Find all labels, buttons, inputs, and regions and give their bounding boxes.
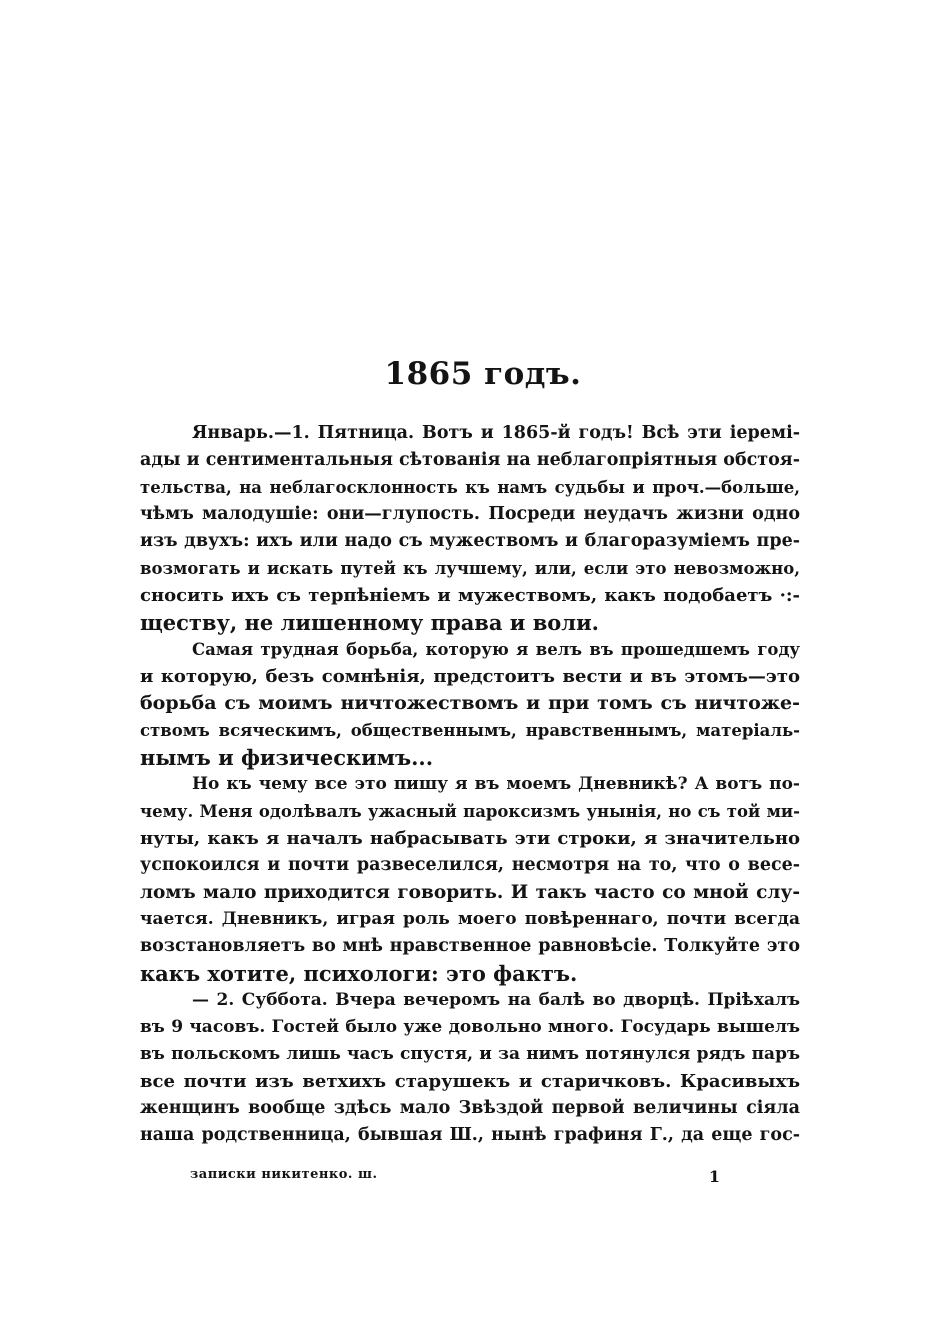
text-line: какъ хотите, психологи: это фактъ. [140, 961, 578, 986]
text-line: тельства, на неблагосклонность къ намъ судьбы и проч.—больше, [140, 478, 800, 497]
signature-mark: записки никитенко. ш. [190, 1167, 378, 1182]
text-line: ствомъ всяческимъ, общественнымъ, нравственнымъ, матеріаль- [140, 721, 800, 740]
text-line: наша родственница, бывшая Ш., нынѣ графиня Г., да еще гос- [140, 1125, 800, 1145]
text-line: успокоился и почти развеселился, несмотря на то, что о весе- [140, 855, 800, 875]
text-line: возстановляетъ во мнѣ нравственное равновѣсіе. Толкуйте это [140, 936, 800, 956]
text-line: Самая трудная борьба, которую я велъ въ прошедшемъ году [192, 640, 800, 659]
text-line: чается. Дневникъ, играя роль моего повѣреннаго, почти всегда [140, 909, 800, 929]
text-line: ады и сентиментальныя сѣтованія на неблагопріятныя обстоя- [140, 450, 800, 470]
year-heading: 1865 годъ. [384, 356, 582, 392]
text-line: ломъ мало приходится говорить. И такъ часто со мной слу- [140, 882, 800, 903]
page-number: 1 [708, 1167, 720, 1186]
text-line: Но къ чему все это пишу я въ моемъ Дневникѣ? А вотъ по- [192, 774, 800, 794]
text-line: чему. Меня одолѣвалъ ужасный пароксизмъ унынія, но съ той ми- [140, 802, 800, 821]
text-line: Январь.—1. Пятница. Вотъ и 1865-й годъ! Всѣ эти іеремі- [192, 423, 800, 443]
diary-text [140, 420, 800, 1149]
text-line: нымъ и физическимъ... [140, 745, 434, 770]
text-line: — 2. Суббота. Вчера вечеромъ на балѣ во дворцѣ. Пріѣхалъ [192, 990, 800, 1010]
text-line: чѣмъ малодушіе: они—глупость. Посреди неудачъ жизни одно [140, 504, 800, 524]
text-line: нуты, какъ я началъ набрасывать эти строки, я значительно [140, 828, 800, 849]
text-line: сносить ихъ съ терпѣніемъ и мужествомъ, какъ подобаетъ ·:- [140, 585, 800, 606]
text-line: и которую, безъ сомнѣнія, предстоитъ вести и въ этомъ—это [140, 666, 800, 687]
text-line: возмогать и искать путей къ лучшему, или, если это невозможно, [140, 559, 800, 578]
page-footer [190, 1167, 720, 1191]
text-line: въ 9 часовъ. Гостей было уже довольно много. Государь вышелъ [140, 1017, 800, 1037]
text-line: все почти изъ ветхихъ старушекъ и старичковъ. Красивыхъ [140, 1071, 800, 1092]
text-line: изъ двухъ: ихъ или надо съ мужествомъ и благоразуміемъ пре- [140, 531, 800, 551]
text-line: ществу, не лишенному права и воли. [140, 610, 599, 635]
text-line: женщинъ вообще здѣсь мало Звѣздой первой величины сіяла [140, 1098, 800, 1118]
text-line: въ польскомъ лишь часъ спустя, и за нимъ потянулся рядъ паръ [140, 1044, 800, 1064]
text-line: борьба съ моимъ ничтожествомъ и при томъ съ ничтоже- [140, 692, 800, 714]
